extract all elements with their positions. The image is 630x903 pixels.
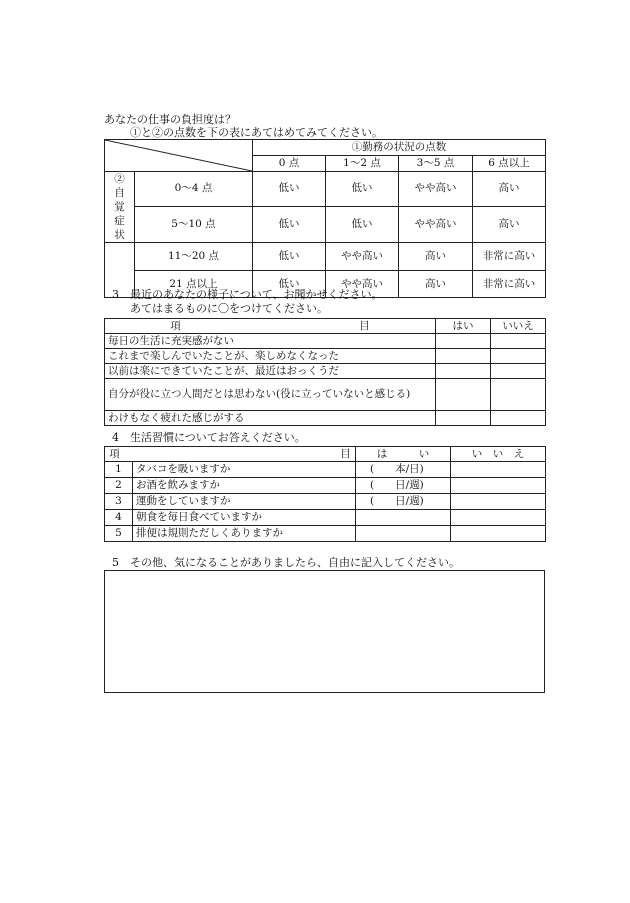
no-answer-cell[interactable]	[451, 526, 546, 542]
burden-cell: 低い	[253, 243, 326, 271]
header-item: 項 目	[105, 319, 436, 334]
section2-instruction: ①と②の点数を下の表にあてはめてみてください。	[130, 126, 383, 139]
yes-checkbox-cell[interactable]	[436, 334, 491, 349]
col-header: 3〜5 点	[399, 156, 473, 172]
yes-answer-field[interactable]: ( 日/週)	[356, 494, 451, 510]
row-label: 0〜4 点	[135, 172, 253, 207]
burden-cell: やや高い	[326, 271, 399, 298]
col-header: 6 点以上	[473, 156, 546, 172]
burden-cell: 高い	[399, 271, 473, 298]
row-number: 4	[105, 510, 133, 526]
burden-table	[104, 139, 546, 298]
section2-title: あなたの仕事の負担度は？	[104, 113, 236, 126]
burden-cell: やや高い	[399, 172, 473, 207]
row-number: 5	[105, 526, 133, 542]
no-checkbox-cell[interactable]	[491, 411, 546, 426]
section3-instruction: あてはまるものに〇をつけてください。	[130, 302, 328, 315]
habit-question: 排便は規則ただしくありますか	[133, 526, 356, 542]
question-text: これまで楽しんでいたことが、楽しめなくなった	[105, 349, 436, 364]
section4-title: 4 生活習慣についてお答えください。	[112, 431, 306, 444]
question-text: わけもなく疲れた感じがする	[105, 411, 436, 426]
habit-question: お酒を飲みますか	[133, 478, 356, 494]
question-text: 自分が役に立つ人間だとは思わない(役に立っていないと感じる)	[105, 379, 436, 411]
no-answer-cell[interactable]	[451, 478, 546, 494]
yes-answer-field[interactable]: ( 本/日)	[356, 462, 451, 478]
no-checkbox-cell[interactable]	[491, 379, 546, 411]
header-yes: はい	[436, 319, 491, 334]
yes-checkbox-cell[interactable]	[436, 411, 491, 426]
yes-answer-field[interactable]: ( 日/週)	[356, 478, 451, 494]
no-checkbox-cell[interactable]	[491, 349, 546, 364]
burden-cell: 非常に高い	[473, 243, 546, 271]
row-group-label: ②自覚症状	[105, 172, 135, 243]
recent-state-table	[104, 318, 546, 426]
lifestyle-table	[104, 446, 546, 542]
burden-cell: 非常に高い	[473, 271, 546, 298]
free-comment-box[interactable]	[104, 570, 545, 693]
burden-cell: やや高い	[326, 243, 399, 271]
work-status-header: ①勤務の状況の点数	[253, 140, 546, 156]
row-label: 5〜10 点	[135, 206, 253, 242]
burden-cell: 低い	[326, 206, 399, 242]
question-text: 毎日の生活に充実感がない	[105, 334, 436, 349]
header-yes: は い	[356, 447, 451, 462]
row-label: 21 点以上	[135, 271, 253, 298]
row-number: 1	[105, 462, 133, 478]
habit-question: 運動をしていますか	[133, 494, 356, 510]
row-number: 2	[105, 478, 133, 494]
col-header: 1〜2 点	[326, 156, 399, 172]
yes-answer-field[interactable]	[356, 510, 451, 526]
no-answer-cell[interactable]	[451, 462, 546, 478]
no-answer-cell[interactable]	[451, 510, 546, 526]
col-header: 0 点	[253, 156, 326, 172]
burden-cell: 高い	[473, 172, 546, 207]
no-answer-cell[interactable]	[451, 494, 546, 510]
habit-question: 朝食を毎日食べていますか	[133, 510, 356, 526]
burden-cell: やや高い	[399, 206, 473, 242]
burden-cell: 高い	[399, 243, 473, 271]
burden-cell: 低い	[326, 172, 399, 207]
yes-checkbox-cell[interactable]	[436, 349, 491, 364]
burden-cell: 低い	[253, 172, 326, 207]
habit-question: タバコを吸いますか	[133, 462, 356, 478]
burden-cell: 低い	[253, 271, 326, 298]
section3-title: 3 最近のあなたの様子について、お聞かせください。	[112, 288, 383, 301]
diagonal-header-cell	[105, 140, 253, 172]
row-label: 11〜20 点	[135, 243, 253, 271]
no-checkbox-cell[interactable]	[491, 364, 546, 379]
header-no: い い え	[451, 447, 546, 462]
burden-cell: 高い	[473, 206, 546, 242]
burden-cell: 低い	[253, 206, 326, 242]
yes-checkbox-cell[interactable]	[436, 379, 491, 411]
row-number: 3	[105, 494, 133, 510]
header-no: いいえ	[491, 319, 546, 334]
section5-title: 5 その他、気になることがありましたら、自由に記入してください。	[112, 556, 460, 569]
no-checkbox-cell[interactable]	[491, 334, 546, 349]
yes-checkbox-cell[interactable]	[436, 364, 491, 379]
question-text: 以前は楽にできていたことが、最近はおっくうだ	[105, 364, 436, 379]
header-item: 項 目	[105, 447, 356, 462]
yes-answer-field[interactable]	[356, 526, 451, 542]
